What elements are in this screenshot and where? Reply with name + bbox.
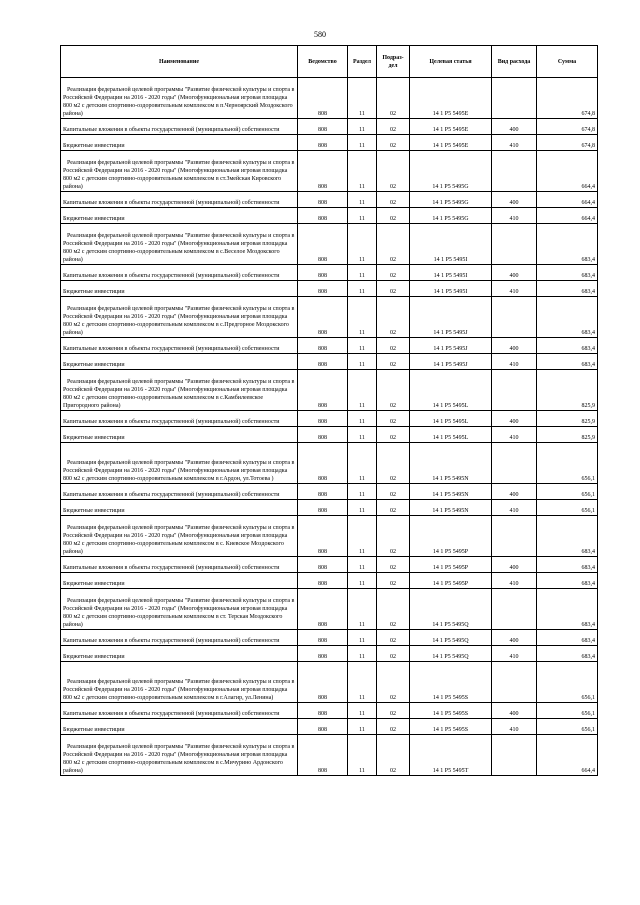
cell-razdel: 11 <box>348 265 377 281</box>
cell-razdel: 11 <box>348 78 377 119</box>
cell-podrazdel: 02 <box>377 281 410 297</box>
cell-razdel: 11 <box>348 589 377 630</box>
cell-sum: 656,1 <box>537 443 598 484</box>
cell-vid: 400 <box>492 557 537 573</box>
cell-razdel: 11 <box>348 484 377 500</box>
cell-razdel: 11 <box>348 719 377 735</box>
cell-vid <box>492 78 537 119</box>
table-row <box>61 500 598 516</box>
cell-podrazdel: 02 <box>377 500 410 516</box>
cell-sum: 656,1 <box>537 719 598 735</box>
table-row <box>61 370 598 411</box>
cell-podrazdel: 02 <box>377 516 410 557</box>
cell-podrazdel: 02 <box>377 427 410 443</box>
cell-name: Бюджетные инвестиции <box>61 135 298 151</box>
header-vid: Вид расхода <box>492 46 537 78</box>
cell-name: Капитальные вложения в объекты государственной (муниципальной) собственности <box>61 557 298 573</box>
cell-razdel: 11 <box>348 443 377 484</box>
table-row <box>61 484 598 500</box>
cell-sum: 683,4 <box>537 297 598 338</box>
cell-name: Реализация федеральной целевой программы "Развитие физической культуры и спорта в Российской Федерации на 2016 - 2020 годы" (Многофункциональная игровая площадка 800 м2 с детским спортивно-оздоровительным комплексом в с.Предгорное Моздокского района) <box>61 297 298 338</box>
cell-razdel: 11 <box>348 516 377 557</box>
cell-sum: 683,4 <box>537 589 598 630</box>
cell-razdel: 11 <box>348 557 377 573</box>
cell-sum: 674,8 <box>537 119 598 135</box>
cell-name: Капитальные вложения в объекты государственной (муниципальной) собственности <box>61 630 298 646</box>
cell-vid: 410 <box>492 719 537 735</box>
budget-table <box>60 45 598 776</box>
table-row <box>61 265 598 281</box>
cell-target: 14 1 P5 5495T <box>410 735 492 776</box>
cell-razdel: 11 <box>348 354 377 370</box>
cell-vid <box>492 297 537 338</box>
table-row <box>61 557 598 573</box>
cell-vid: 410 <box>492 427 537 443</box>
cell-target: 14 1 P5 5495G <box>410 192 492 208</box>
cell-podrazdel: 02 <box>377 338 410 354</box>
cell-razdel: 11 <box>348 646 377 662</box>
cell-vid: 400 <box>492 338 537 354</box>
cell-name: Реализация федеральной целевой программы "Развитие физической культуры и спорта в Российской Федерации на 2016 - 2020 годы" (Многофункциональная игровая площадка 800 м2 с детским спортивно-оздоровительным комплексом в с.Мичурино Ардонского района) <box>61 735 298 776</box>
cell-sum: 683,4 <box>537 630 598 646</box>
cell-name: Бюджетные инвестиции <box>61 719 298 735</box>
cell-podrazdel: 02 <box>377 297 410 338</box>
cell-sum: 683,4 <box>537 573 598 589</box>
cell-name: Реализация федеральной целевой программы "Развитие физической культуры и спорта в Российской Федерации на 2016 - 2020 годы" (Многофункциональная игровая площадка 800 м2 с детским спортивно-оздоровительным комплексом в с. Киевское Моздокского района) <box>61 516 298 557</box>
table-row <box>61 297 598 338</box>
table-row <box>61 573 598 589</box>
table-row <box>61 78 598 119</box>
cell-target: 14 1 P5 5495E <box>410 78 492 119</box>
cell-target: 14 1 P5 5495Q <box>410 630 492 646</box>
cell-sum: 825,9 <box>537 370 598 411</box>
cell-podrazdel: 02 <box>377 589 410 630</box>
cell-vedomstvo: 808 <box>298 573 348 589</box>
cell-vid: 410 <box>492 646 537 662</box>
cell-vedomstvo: 808 <box>298 224 348 265</box>
cell-podrazdel: 02 <box>377 557 410 573</box>
cell-vedomstvo: 808 <box>298 411 348 427</box>
cell-podrazdel: 02 <box>377 370 410 411</box>
table-row <box>61 354 598 370</box>
cell-vid <box>492 151 537 192</box>
cell-target: 14 1 P5 5495P <box>410 557 492 573</box>
cell-target: 14 1 P5 5495S <box>410 703 492 719</box>
table-row <box>61 151 598 192</box>
cell-vid: 410 <box>492 208 537 224</box>
table-row <box>61 662 598 703</box>
cell-sum: 664,4 <box>537 151 598 192</box>
cell-sum: 683,4 <box>537 557 598 573</box>
cell-vid <box>492 735 537 776</box>
cell-razdel: 11 <box>348 338 377 354</box>
cell-vid <box>492 224 537 265</box>
cell-sum: 674,8 <box>537 78 598 119</box>
table-row <box>61 735 598 776</box>
cell-podrazdel: 02 <box>377 192 410 208</box>
cell-vedomstvo: 808 <box>298 484 348 500</box>
cell-target: 14 1 P5 5495L <box>410 370 492 411</box>
cell-target: 14 1 P5 5495I <box>410 265 492 281</box>
cell-vid: 400 <box>492 192 537 208</box>
cell-sum: 683,4 <box>537 281 598 297</box>
cell-target: 14 1 P5 5495N <box>410 443 492 484</box>
cell-vid: 410 <box>492 573 537 589</box>
cell-podrazdel: 02 <box>377 208 410 224</box>
table-row <box>61 192 598 208</box>
cell-name: Бюджетные инвестиции <box>61 208 298 224</box>
table-row <box>61 719 598 735</box>
table-row <box>61 516 598 557</box>
table-row <box>61 646 598 662</box>
cell-vedomstvo: 808 <box>298 297 348 338</box>
cell-vedomstvo: 808 <box>298 135 348 151</box>
cell-razdel: 11 <box>348 281 377 297</box>
cell-razdel: 11 <box>348 630 377 646</box>
cell-target: 14 1 P5 5495J <box>410 338 492 354</box>
cell-podrazdel: 02 <box>377 151 410 192</box>
cell-target: 14 1 P5 5495Q <box>410 646 492 662</box>
cell-razdel: 11 <box>348 662 377 703</box>
cell-vid <box>492 443 537 484</box>
table-header-row <box>61 46 598 78</box>
cell-vedomstvo: 808 <box>298 265 348 281</box>
cell-sum: 825,9 <box>537 411 598 427</box>
cell-podrazdel: 02 <box>377 573 410 589</box>
cell-podrazdel: 02 <box>377 224 410 265</box>
cell-vid: 410 <box>492 354 537 370</box>
cell-name: Бюджетные инвестиции <box>61 427 298 443</box>
cell-sum: 683,4 <box>537 354 598 370</box>
cell-podrazdel: 02 <box>377 119 410 135</box>
cell-razdel: 11 <box>348 208 377 224</box>
table-row <box>61 338 598 354</box>
table-row <box>61 281 598 297</box>
cell-vedomstvo: 808 <box>298 500 348 516</box>
cell-vedomstvo: 808 <box>298 719 348 735</box>
cell-target: 14 1 P5 5495S <box>410 719 492 735</box>
cell-vid: 400 <box>492 630 537 646</box>
cell-sum: 656,1 <box>537 662 598 703</box>
table-row <box>61 208 598 224</box>
cell-sum: 674,8 <box>537 135 598 151</box>
cell-razdel: 11 <box>348 297 377 338</box>
cell-razdel: 11 <box>348 224 377 265</box>
cell-vid <box>492 662 537 703</box>
cell-sum: 683,4 <box>537 224 598 265</box>
cell-target: 14 1 P5 5495L <box>410 427 492 443</box>
cell-sum: 683,4 <box>537 265 598 281</box>
table-row <box>61 119 598 135</box>
cell-razdel: 11 <box>348 370 377 411</box>
cell-target: 14 1 P5 5495N <box>410 484 492 500</box>
cell-razdel: 11 <box>348 427 377 443</box>
header-razdel: Раздел <box>348 46 377 78</box>
cell-vid: 400 <box>492 703 537 719</box>
cell-name: Капитальные вложения в объекты государственной (муниципальной) собственности <box>61 484 298 500</box>
cell-target: 14 1 P5 5495N <box>410 500 492 516</box>
cell-target: 14 1 P5 5495E <box>410 135 492 151</box>
table-row <box>61 411 598 427</box>
cell-vid: 400 <box>492 484 537 500</box>
cell-name: Капитальные вложения в объекты государственной (муниципальной) собственности <box>61 411 298 427</box>
cell-razdel: 11 <box>348 735 377 776</box>
header-name: Наименование <box>61 46 298 78</box>
cell-sum: 656,1 <box>537 484 598 500</box>
header-sum: Сумма <box>537 46 598 78</box>
cell-target: 14 1 P5 5495I <box>410 224 492 265</box>
cell-podrazdel: 02 <box>377 719 410 735</box>
page-number: 580 <box>314 30 326 39</box>
cell-podrazdel: 02 <box>377 78 410 119</box>
cell-sum: 683,4 <box>537 338 598 354</box>
cell-target: 14 1 P5 5495G <box>410 208 492 224</box>
cell-vedomstvo: 808 <box>298 630 348 646</box>
cell-podrazdel: 02 <box>377 662 410 703</box>
cell-target: 14 1 P5 5495Q <box>410 589 492 630</box>
cell-vedomstvo: 808 <box>298 516 348 557</box>
cell-name: Бюджетные инвестиции <box>61 646 298 662</box>
cell-target: 14 1 P5 5495J <box>410 297 492 338</box>
cell-sum: 664,4 <box>537 192 598 208</box>
cell-target: 14 1 P5 5495S <box>410 662 492 703</box>
cell-vid: 400 <box>492 119 537 135</box>
cell-vid <box>492 370 537 411</box>
cell-name: Капитальные вложения в объекты государственной (муниципальной) собственности <box>61 119 298 135</box>
cell-razdel: 11 <box>348 135 377 151</box>
cell-sum: 683,4 <box>537 646 598 662</box>
cell-vid: 410 <box>492 281 537 297</box>
header-target: Целевая статья <box>410 46 492 78</box>
cell-vedomstvo: 808 <box>298 427 348 443</box>
cell-name: Реализация федеральной целевой программы "Развитие физической культуры и спорта в Российской Федерации на 2016 - 2020 годы" (Многофункциональная игровая площадка 800 м2 с детским спортивно-оздоровительным комплексом в с.Камбилеевское Пригородного района) <box>61 370 298 411</box>
cell-vid <box>492 589 537 630</box>
cell-sum: 664,4 <box>537 735 598 776</box>
cell-razdel: 11 <box>348 411 377 427</box>
cell-vedomstvo: 808 <box>298 735 348 776</box>
cell-vedomstvo: 808 <box>298 662 348 703</box>
cell-vedomstvo: 808 <box>298 557 348 573</box>
cell-target: 14 1 P5 5495L <box>410 411 492 427</box>
table-row <box>61 427 598 443</box>
cell-target: 14 1 P5 5495I <box>410 281 492 297</box>
cell-razdel: 11 <box>348 500 377 516</box>
cell-razdel: 11 <box>348 151 377 192</box>
header-podrazdel: Подраз-дел <box>377 46 410 78</box>
cell-name: Бюджетные инвестиции <box>61 281 298 297</box>
cell-vedomstvo: 808 <box>298 119 348 135</box>
cell-razdel: 11 <box>348 573 377 589</box>
table-row <box>61 630 598 646</box>
cell-vedomstvo: 808 <box>298 370 348 411</box>
cell-podrazdel: 02 <box>377 484 410 500</box>
cell-target: 14 1 P5 5495J <box>410 354 492 370</box>
cell-name: Бюджетные инвестиции <box>61 573 298 589</box>
cell-vedomstvo: 808 <box>298 703 348 719</box>
cell-name: Реализация федеральной целевой программы "Развитие физической культуры и спорта в Российской Федерации на 2016 - 2020 годы" (Многофункциональная игровая площадка 800 м2 с детским спортивно-оздоровительным комплексом в п.Черноярский Моздокского района) <box>61 78 298 119</box>
cell-vedomstvo: 808 <box>298 281 348 297</box>
cell-podrazdel: 02 <box>377 703 410 719</box>
cell-vid: 410 <box>492 135 537 151</box>
cell-vedomstvo: 808 <box>298 646 348 662</box>
cell-target: 14 1 P5 5495P <box>410 516 492 557</box>
table-body <box>61 78 598 776</box>
cell-name: Бюджетные инвестиции <box>61 354 298 370</box>
cell-name: Капитальные вложения в объекты государственной (муниципальной) собственности <box>61 192 298 208</box>
cell-podrazdel: 02 <box>377 354 410 370</box>
cell-podrazdel: 02 <box>377 443 410 484</box>
cell-podrazdel: 02 <box>377 411 410 427</box>
cell-name: Капитальные вложения в объекты государственной (муниципальной) собственности <box>61 338 298 354</box>
cell-name: Капитальные вложения в объекты государственной (муниципальной) собственности <box>61 265 298 281</box>
table-row <box>61 135 598 151</box>
cell-target: 14 1 P5 5495P <box>410 573 492 589</box>
cell-razdel: 11 <box>348 703 377 719</box>
cell-sum: 656,1 <box>537 500 598 516</box>
cell-target: 14 1 P5 5495G <box>410 151 492 192</box>
cell-vid: 400 <box>492 411 537 427</box>
cell-vedomstvo: 808 <box>298 192 348 208</box>
cell-name: Реализация федеральной целевой программы "Развитие физической культуры и спорта в Российской Федерации на 2016 - 2020 годы" (Многофункциональная игровая площадка 800 м2 с детским спортивно-оздоровительным комплексом в ст. Терская Моздокского района) <box>61 589 298 630</box>
cell-vedomstvo: 808 <box>298 78 348 119</box>
cell-name: Реализация федеральной целевой программы "Развитие физической культуры и спорта в Российской Федерации на 2016 - 2020 годы" (Многофункциональная игровая площадка 800 м2 с детским спортивно-оздоровительным комплексом в ст.Змейская Кировского района) <box>61 151 298 192</box>
table-row <box>61 443 598 484</box>
cell-podrazdel: 02 <box>377 265 410 281</box>
cell-name: Реализация федеральной целевой программы "Развитие физической культуры и спорта в Российской Федерации на 2016 - 2020 годы" (Многофункциональная игровая площадка 800 м2 с детским спортивно-оздоровительным комплексом в с.Веселое Моздокского района) <box>61 224 298 265</box>
cell-podrazdel: 02 <box>377 135 410 151</box>
cell-name: Капитальные вложения в объекты государственной (муниципальной) собственности <box>61 703 298 719</box>
cell-target: 14 1 P5 5495E <box>410 119 492 135</box>
cell-vedomstvo: 808 <box>298 443 348 484</box>
cell-sum: 664,4 <box>537 208 598 224</box>
cell-razdel: 11 <box>348 119 377 135</box>
cell-sum: 656,1 <box>537 703 598 719</box>
cell-podrazdel: 02 <box>377 735 410 776</box>
cell-name: Реализация федеральной целевой программы "Развитие физической культуры и спорта в Российской Федерации на 2016 - 2020 годы" (Многофункциональная игровая площадка 800 м2 с детским спортивно-оздоровительным комплексом в г.Ардон, ул.Тотоева ) <box>61 443 298 484</box>
header-vedomstvo: Ведомство <box>298 46 348 78</box>
table-row <box>61 589 598 630</box>
table-row <box>61 703 598 719</box>
cell-vedomstvo: 808 <box>298 151 348 192</box>
cell-vedomstvo: 808 <box>298 338 348 354</box>
table-row <box>61 224 598 265</box>
cell-podrazdel: 02 <box>377 630 410 646</box>
cell-vid: 410 <box>492 500 537 516</box>
cell-name: Реализация федеральной целевой программы "Развитие физической культуры и спорта в Российской Федерации на 2016 - 2020 годы" (Многофункциональная игровая площадка 800 м2 с детским спортивно-оздоровительным комплексом в г.Алагир, ул.Ленина) <box>61 662 298 703</box>
cell-sum: 683,4 <box>537 516 598 557</box>
cell-vid: 400 <box>492 265 537 281</box>
cell-vedomstvo: 808 <box>298 208 348 224</box>
cell-vedomstvo: 808 <box>298 354 348 370</box>
cell-vedomstvo: 808 <box>298 589 348 630</box>
cell-podrazdel: 02 <box>377 646 410 662</box>
cell-razdel: 11 <box>348 192 377 208</box>
cell-vid <box>492 516 537 557</box>
cell-name: Бюджетные инвестиции <box>61 500 298 516</box>
cell-sum: 825,9 <box>537 427 598 443</box>
